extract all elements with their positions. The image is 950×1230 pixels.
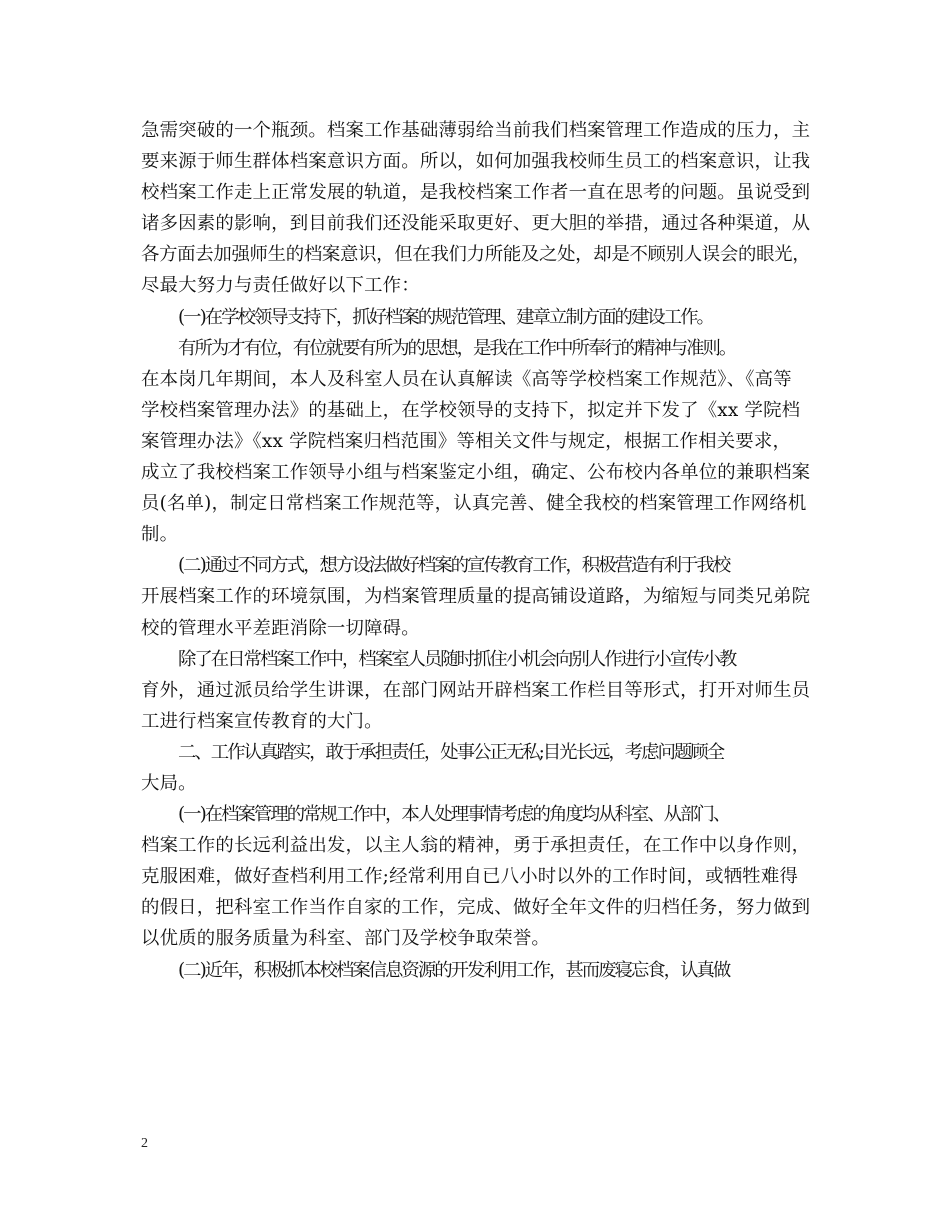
text-line: 急需突破的一个瓶颈。档案工作基础薄弱给当前我们档案管理工作造成的压力，主: [141, 120, 811, 141]
text-line: 制。: [141, 524, 179, 546]
text-line: 档案工作的长远利益出发，以主人翁的精神，勇于承担责任，在工作中以身作则，: [141, 835, 811, 857]
text-line: (二)近年，积极抓本校档案信息资源的开发利用工作，甚而废寝忘食，认真做: [178, 959, 730, 981]
text-line: 校档案工作走上正常发展的轨道，是我校档案工作者一直在思考的问题。虽说受到: [141, 182, 811, 204]
text-line: 二、工作认真踏实，敢于承担责任，处事公正无私;目光长远，考虑问题顾全: [178, 741, 724, 763]
text-line: 克服困难，做好查档利用工作;经常利用自已八小时以外的工作时间，或牺牲难得: [141, 866, 799, 888]
text-line: 工进行档案宣传教育的大门。: [141, 710, 383, 732]
text-line: 案管理办法》《xx 学院档案归档范围》等相关文件与规定，根据工作相关要求，: [141, 430, 792, 452]
text-line: 要来源于师生群体档案意识方面。所以，如何加强我校师生员工的档案意识，让我: [141, 151, 811, 173]
text-line: (一)在档案管理的常规工作中，本人处理事情考虑的角度均从科室、从部门、: [178, 804, 730, 826]
text-line: (二)通过不同方式，想方设法做好档案的宣传教育工作，积极营造有利于我校: [178, 555, 730, 577]
text-line: 尽最大努力与责任做好以下工作：: [141, 275, 420, 297]
text-line: 员(名单)，制定日常档案工作规范等，认真完善、健全我校的档案管理工作网络机: [141, 493, 807, 515]
text-line: 学校档案管理办法》的基础上，在学校领导的支持下，拟定并下发了《xx 学院档: [141, 399, 801, 421]
text-line: (一)在学校领导支持下，抓好档案的规范管理、建章立制方面的建设工作。: [178, 306, 713, 328]
text-line: 有所为才有位，有位就要有所为的思想，是我在工作中所奉行的精神与准则。: [178, 337, 736, 359]
text-line: 在本岗几年期间，本人及科室人员在认真解读《高等学校档案工作规范》、《高等: [141, 368, 792, 390]
page-number: 2: [141, 1136, 148, 1151]
text-line: 各方面去加强师生的档案意识，但在我们力所能及之处，却是不顾别人误会的眼光，: [141, 244, 811, 266]
text-line: 校的管理水平差距消除一切障碍。: [141, 617, 420, 639]
text-line: 育外，通过派员给学生讲课，在部门网站开辟档案工作栏目等形式，打开对师生员: [141, 679, 811, 701]
text-line: 的假日，把科室工作当作自家的工作，完成、做好全年文件的归档任务，努力做到: [141, 897, 811, 919]
text-line: 除了在日常档案工作中，档案室人员随时抓住小机会向别人作进行小宣传小教: [178, 648, 736, 670]
text-line: 开展档案工作的环境氛围，为档案管理质量的提高铺设道路，为缩短与同类兄弟院: [141, 586, 811, 608]
text-line: 大局。: [141, 772, 197, 794]
body-text: [141, 115, 811, 986]
text-line: 诸多因素的影响，到目前我们还没能采取更好、更大胆的举措，通过各种渠道，从: [141, 213, 811, 235]
text-line: 成立了我校档案工作领导小组与档案鉴定小组，确定、公布校内各单位的兼职档案: [141, 462, 811, 484]
text-line: 以优质的服务质量为科室、部门及学校争取荣誉。: [141, 928, 550, 950]
